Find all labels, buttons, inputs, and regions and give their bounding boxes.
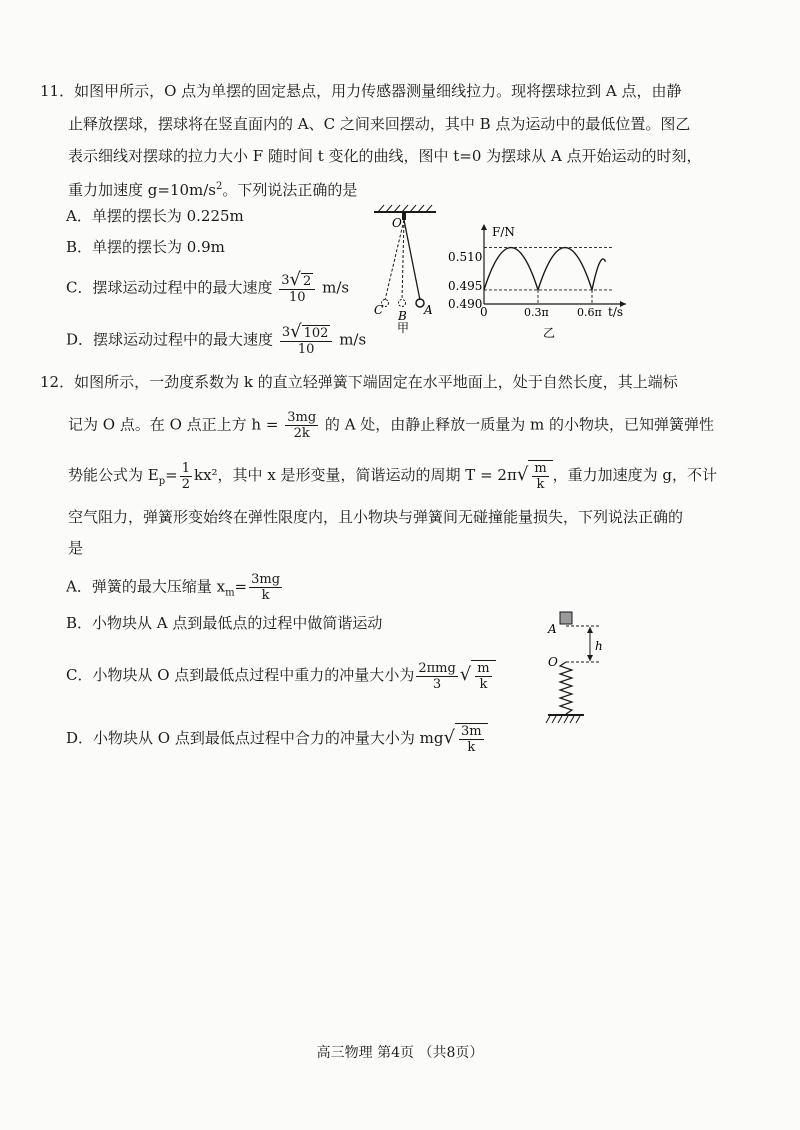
x-axis-label: t/s: [608, 305, 624, 319]
spring-coil: [560, 662, 572, 714]
q11-option-d[interactable]: [66, 321, 367, 357]
q12-option-a[interactable]: [66, 572, 284, 605]
q12-energy-subscript: p: [158, 476, 166, 487]
q12-energy-text: 势能公式为 E: [68, 466, 159, 484]
q12-period-text: kx²，其中 x 是形变量，简谐运动的周期 T = 2π: [193, 466, 517, 484]
x-tick-0-3pi: 0.3π: [524, 306, 549, 319]
q11-stem-tail: 。下列说法正确的是: [222, 181, 358, 199]
ceiling-support: [374, 205, 436, 212]
q12-energy-denominator: 2: [181, 476, 190, 492]
pendulum-figure: [368, 202, 448, 342]
label-h: h: [595, 639, 603, 653]
q12-h-fraction: [285, 410, 318, 441]
label-o: O: [392, 216, 402, 230]
q12-period-numerator: m: [534, 461, 547, 476]
page-footer: 高三物理 第4页 （共8页）: [316, 1045, 484, 1061]
q11-stem-line-4: [68, 176, 357, 201]
spring-figure: [540, 608, 620, 732]
q12-energy-equals: =: [165, 466, 178, 484]
label-b: B: [398, 309, 407, 323]
caption-yi: 乙: [543, 326, 556, 340]
q12-option-c-rad-numerator: m: [477, 661, 490, 676]
label-a: A: [548, 622, 557, 636]
small-block: [560, 612, 572, 624]
force-time-chart: [448, 220, 638, 344]
q11-stem-line-1: 11．如图甲所示，O 点为单摆的固定悬点，用力传感器测量细线拉力。现将摆球拉到 A 点，由静: [40, 82, 682, 100]
origin-label: 0: [480, 305, 488, 319]
force-curve: [484, 248, 606, 290]
q12-option-b[interactable]: B．小物块从 A 点到最低点的过程中做简谐运动: [66, 614, 383, 632]
q11-option-d-radicand: 102: [303, 326, 329, 341]
ball-at-b: [399, 300, 406, 307]
q11-option-c-text: C．摆球运动过程中的最大速度: [66, 278, 273, 297]
ground-hatching: [546, 716, 580, 723]
q12-h-numerator: 3mg: [287, 410, 317, 425]
q12-option-d[interactable]: [66, 723, 488, 755]
q12-option-d-sqrt: √ $\frac{3m}{k}$: [443, 723, 487, 755]
q12-period-sqrt: √ $\frac{m}{k}$: [517, 460, 553, 492]
q11-stem-superscript: 2: [216, 181, 223, 192]
q11-option-c-fraction: $\frac{3√ 2}{10}$: [279, 272, 315, 305]
q11-option-c-denominator: 10: [289, 290, 306, 305]
q12-option-c-rad-denominator: k: [479, 677, 488, 692]
q12-option-c-fraction: [416, 661, 457, 692]
y-tick-0-495: 0.495: [448, 279, 483, 293]
caption-jia: 甲: [397, 321, 410, 335]
height-arrow-head-top: [587, 627, 593, 633]
x-tick-0-6pi: 0.6π: [577, 306, 602, 319]
label-o: O: [548, 655, 558, 669]
q11-stem-text: 重力加速度 g=10m/s: [68, 181, 217, 199]
q12-option-c-denominator: 3: [432, 676, 442, 692]
q11-option-d-coef: 3: [281, 325, 291, 340]
q12-option-a-denominator: k: [261, 588, 270, 603]
q12-stem-text: 记为 O 点。在 O 点正上方 h =: [68, 415, 279, 434]
q12-stem-tail: 的 A 处，由静止释放一质量为 m 的小物块，已知弹簧弹性: [324, 415, 715, 434]
y-tick-0-510: 0.510: [448, 250, 483, 264]
q12-stem-line-4: 空气阻力，弹簧形变始终在弹性限度内，且小物块与弹簧间无碰撞能量损失，下列说法正确的: [68, 508, 684, 526]
q12-stem-line-5: 是: [68, 539, 84, 557]
q12-option-d-text: D．小物块从 O 点到最低点过程中合力的冲量大小为 mg: [66, 729, 444, 747]
q11-option-c-unit: m/s: [322, 278, 350, 297]
string-to-b: [402, 220, 404, 300]
q12-stem-line-1: 12．如图所示，一劲度系数为 k 的直立轻弹簧下端固定在水平地面上，处于自然长度，其上端标: [40, 373, 678, 391]
q12-option-d-rad-denominator: k: [467, 740, 476, 755]
ball-at-a: [416, 299, 424, 307]
q12-energy-numerator: 1: [181, 460, 190, 476]
q11-option-a[interactable]: A．单摆的摆长为 0.225m: [66, 207, 244, 225]
label-a: A: [424, 303, 433, 317]
string-to-a: [404, 220, 420, 300]
q12-stem-line-3-tail: ，重力加速度为 g，不计: [552, 466, 718, 484]
q12-option-a-equals: =: [234, 577, 248, 596]
q12-stem-line-3: [68, 460, 717, 493]
q12-option-c-text: C．小物块从 O 点到最低点过程中重力的冲量大小为: [66, 666, 415, 684]
height-arrow-head-bottom: [587, 655, 593, 661]
q12-option-c-sqrt: √ $\frac{m}{k}$: [460, 660, 496, 692]
q11-option-c-coef: 3: [281, 273, 290, 288]
q12-option-d-rad-numerator: 3m: [460, 724, 482, 739]
q11-option-d-unit: m/s: [339, 330, 367, 349]
q12-h-denominator: 2k: [293, 426, 310, 441]
q12-option-a-fraction: [249, 572, 282, 603]
q12-stem-line-2: [68, 410, 714, 441]
q12-option-a-numerator: 3mg: [251, 572, 281, 587]
y-axis-label: F/N: [492, 225, 515, 239]
q12-option-a-text: A．弹簧的最大压缩量 x: [66, 577, 226, 596]
y-axis-arrow: [481, 224, 487, 230]
label-c: C: [374, 303, 384, 317]
string-to-c: [385, 220, 404, 300]
q11-option-d-denominator: 10: [297, 342, 315, 357]
q11-option-c[interactable]: [66, 269, 350, 305]
q11-stem-line-2: 止释放摆球，摆球将在竖直面内的 A、C 之间来回摆动，其中 B 点为运动中的最低位置。图乙: [68, 115, 691, 133]
q12-period-denominator: k: [536, 477, 545, 492]
q11-stem-line-3: 表示细线对摆球的拉力大小 F 随时间 t 变化的曲线，图中 t=0 为摆球从 A 点开始运动的时刻，: [68, 147, 702, 165]
q12-option-c[interactable]: [66, 660, 496, 692]
q11-option-c-radicand: 2: [303, 274, 312, 289]
force-sensor: [402, 212, 406, 220]
y-tick-0-490: 0.490: [448, 297, 483, 311]
q12-energy-fraction: [180, 461, 192, 492]
q11-option-d-text: D．摆球运动过程中的最大速度: [66, 330, 274, 349]
q11-option-b[interactable]: B．单摆的摆长为 0.9m: [66, 238, 225, 256]
chart-guide-lines: [484, 248, 613, 304]
q12-option-c-numerator: 2πmg: [418, 660, 456, 676]
q11-option-d-fraction: $\frac{3√ 102}{10}$: [280, 324, 333, 357]
q12-option-a-subscript: m: [225, 587, 235, 599]
